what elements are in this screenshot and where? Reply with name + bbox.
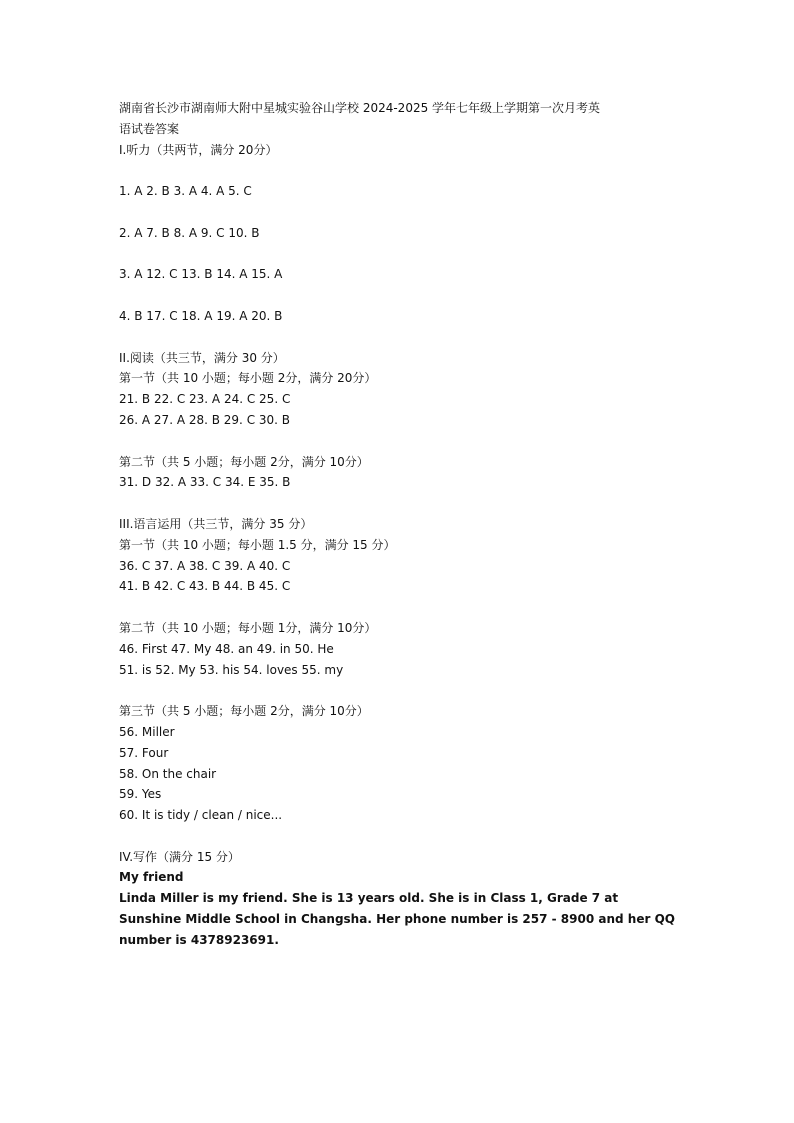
reading-answers-row: 21. B 22. C 23. A 24. C 25. C: [119, 392, 291, 407]
spacer: [119, 431, 689, 452]
language-heading: III.语言运用（共三节，满分 35 分）: [119, 516, 313, 531]
spacer: [119, 826, 689, 847]
language-answer-item: 58. On the chair: [119, 766, 217, 781]
spacer: [119, 285, 689, 306]
listening-answers-row: 2. A 7. B 8. A 9. C 10. B: [119, 225, 260, 240]
reading-answers-row: 26. A 27. A 28. B 29. C 30. B: [119, 412, 291, 427]
listening-answers-row: 1. A 2. B 3. A 4. A 5. C: [119, 184, 252, 199]
language-answers-row: 36. C 37. A 38. C 39. A 40. C: [119, 558, 291, 573]
language-answer-item: 57. Four: [119, 745, 169, 760]
reading-answers-row: 31. D 32. A 33. C 34. E 35. B: [119, 475, 291, 490]
essay-text: Linda Miller is my friend. She is 13 years old. She is in Class 1, Grade 7 at Sunshine Middle School in Changsha. Her phone number is 257 - 8900 and her QQ number is 4378923691.: [119, 891, 675, 947]
spacer: [119, 327, 689, 348]
listening-answers-row: 4. B 17. C 18. A 19. A 20. B: [119, 308, 283, 323]
reading-heading: II.阅读（共三节，满分 30 分）: [119, 350, 285, 365]
essay-title: My friend: [119, 870, 184, 885]
spacer: [119, 244, 689, 265]
spacer: [119, 493, 689, 514]
listening-heading: I.听力（共两节，满分 20分）: [119, 142, 278, 157]
spacer: [119, 202, 689, 223]
language-section1-heading: 第一节（共 10 小题；每小题 1.5 分，满分 15 分）: [119, 537, 396, 552]
document-title-line-1: 湖南省长沙市湖南师大附中星城实验谷山学校 2024-2025 学年七年级上学期第一次月考英: [119, 101, 601, 115]
language-answers-row: 41. B 42. C 43. B 44. B 45. C: [119, 579, 291, 594]
language-section2-heading: 第二节（共 10 小题；每小题 1分，满分 10分）: [119, 620, 377, 635]
spacer: [119, 597, 689, 618]
language-answer-item: 56. Miller: [119, 724, 175, 739]
spacer: [119, 680, 689, 701]
language-answers-row: 51. is 52. My 53. his 54. loves 55. my: [119, 662, 344, 677]
listening-answers-row: 3. A 12. C 13. B 14. A 15. A: [119, 267, 283, 282]
language-answer-item: 59. Yes: [119, 787, 162, 802]
language-section3-heading: 第三节（共 5 小题；每小题 2分，满分 10分）: [119, 704, 369, 719]
reading-section2-heading: 第二节（共 5 小题；每小题 2分，满分 10分）: [119, 454, 369, 469]
language-answers-row: 46. First 47. My 48. an 49. in 50. He: [119, 641, 334, 656]
spacer: [119, 160, 689, 181]
writing-heading: IV.写作（满分 15 分）: [119, 849, 240, 864]
answer-sheet: [119, 98, 689, 951]
language-answer-item: 60. It is tidy / clean / nice...: [119, 808, 283, 823]
reading-section1-heading: 第一节（共 10 小题；每小题 2分，满分 20分）: [119, 371, 377, 386]
document-title-line-2: 语试卷答案: [119, 121, 180, 136]
